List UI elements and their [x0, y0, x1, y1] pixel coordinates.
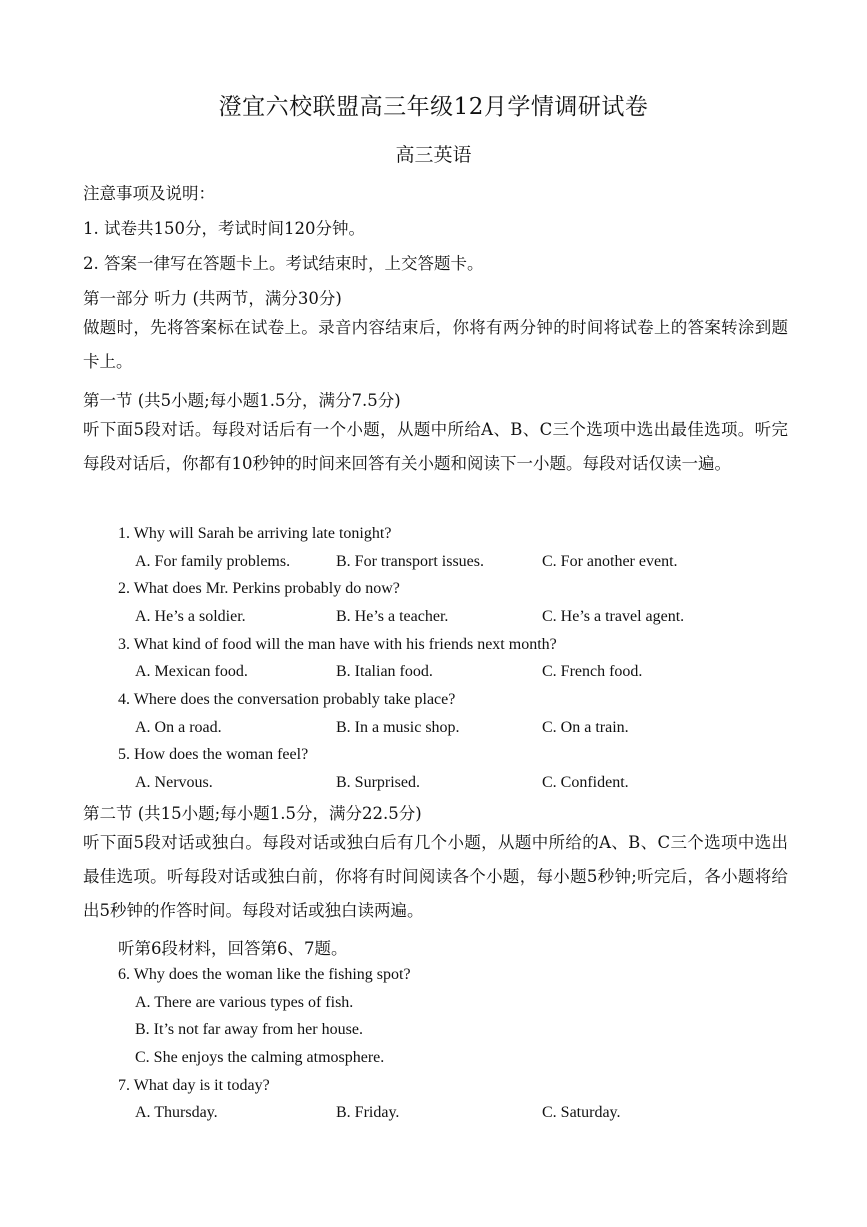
question-4: 4. Where does the conversation probably take place?: [118, 691, 456, 708]
section2-instruction: 听下面5段对话或独白。每段对话或独白后有几个小题，从题中所给的A、B、C三个选项中选出最佳选项。听每段对话或独白前，你将有时间阅读各个小题，每小题5秒钟;听完后，各小题将给出5秒钟的作答时间。每段对话或独白读两遍。: [83, 833, 788, 920]
section1-instruction: 听下面5段对话。每段对话后有一个小题，从题中所给A、B、C三个选项中选出最佳选项。听完每段对话后，你都有10秒钟的时间来回答有关小题和阅读下一小题。每段对话仅读一遍。: [83, 420, 788, 473]
q3-option-b: B. Italian food.: [336, 663, 433, 680]
question-2: 2. What does Mr. Perkins probably do now?: [118, 580, 400, 597]
part1-heading: 第一部分 听力 (共两节，满分30分): [83, 289, 342, 308]
q7-option-a: A. Thursday.: [135, 1104, 218, 1121]
q7-option-b: B. Friday.: [336, 1104, 400, 1121]
question-3: 3. What kind of food will the man have with his friends next month?: [118, 636, 557, 653]
q4-option-c: C. On a train.: [542, 719, 629, 736]
exam-subject: 高三英语: [395, 144, 472, 166]
q4-option-a: A. On a road.: [135, 719, 222, 736]
q5-option-b: B. Surprised.: [336, 774, 420, 791]
q2-option-a: A. He’s a soldier.: [135, 608, 246, 625]
question-7: 7. What day is it today?: [118, 1077, 270, 1094]
question-5: 5. How does the woman feel?: [118, 746, 309, 763]
material-note: 听第6段材料，回答第6、7题。: [118, 939, 348, 958]
q1-option-b: B. For transport issues.: [336, 553, 484, 570]
q1-option-c: C. For another event.: [542, 553, 678, 570]
question-1: 1. Why will Sarah be arriving late tonight?: [118, 525, 392, 542]
q3-option-c: C. French food.: [542, 663, 643, 680]
q6-option-a: A. There are various types of fish.: [135, 994, 354, 1011]
q2-option-c: C. He’s a travel agent.: [542, 608, 685, 625]
q3-option-a: A. Mexican food.: [135, 663, 248, 680]
q5-option-a: A. Nervous.: [135, 774, 213, 791]
exam-title: 澄宜六校联盟高三年级12月学情调研试卷: [218, 94, 649, 120]
part1-instruction: 做题时，先将答案标在试卷上。录音内容结束后，你将有两分钟的时间将试卷上的答案转涂到题卡上。: [83, 318, 788, 371]
notes-item-2: 2. 答案一律写在答题卡上。考试结束时，上交答题卡。: [83, 254, 484, 273]
notes-heading: 注意事项及说明：: [83, 184, 215, 203]
section2-heading: 第二节 (共15小题;每小题1.5分，满分22.5分): [83, 804, 422, 823]
question-6: 6. Why does the woman like the fishing spot?: [118, 966, 411, 983]
q5-option-c: C. Confident.: [542, 774, 629, 791]
q2-option-b: B. He’s a teacher.: [336, 608, 449, 625]
q6-option-b: B. It’s not far away from her house.: [135, 1021, 363, 1038]
q6-option-c: C. She enjoys the calming atmosphere.: [135, 1049, 385, 1066]
notes-item-1: 1. 试卷共150分，考试时间120分钟。: [83, 219, 365, 238]
section1-heading: 第一节 (共5小题;每小题1.5分，满分7.5分): [83, 391, 401, 410]
q7-option-c: C. Saturday.: [542, 1104, 621, 1121]
q1-option-a: A. For family problems.: [135, 553, 291, 570]
q4-option-b: B. In a music shop.: [336, 719, 460, 736]
